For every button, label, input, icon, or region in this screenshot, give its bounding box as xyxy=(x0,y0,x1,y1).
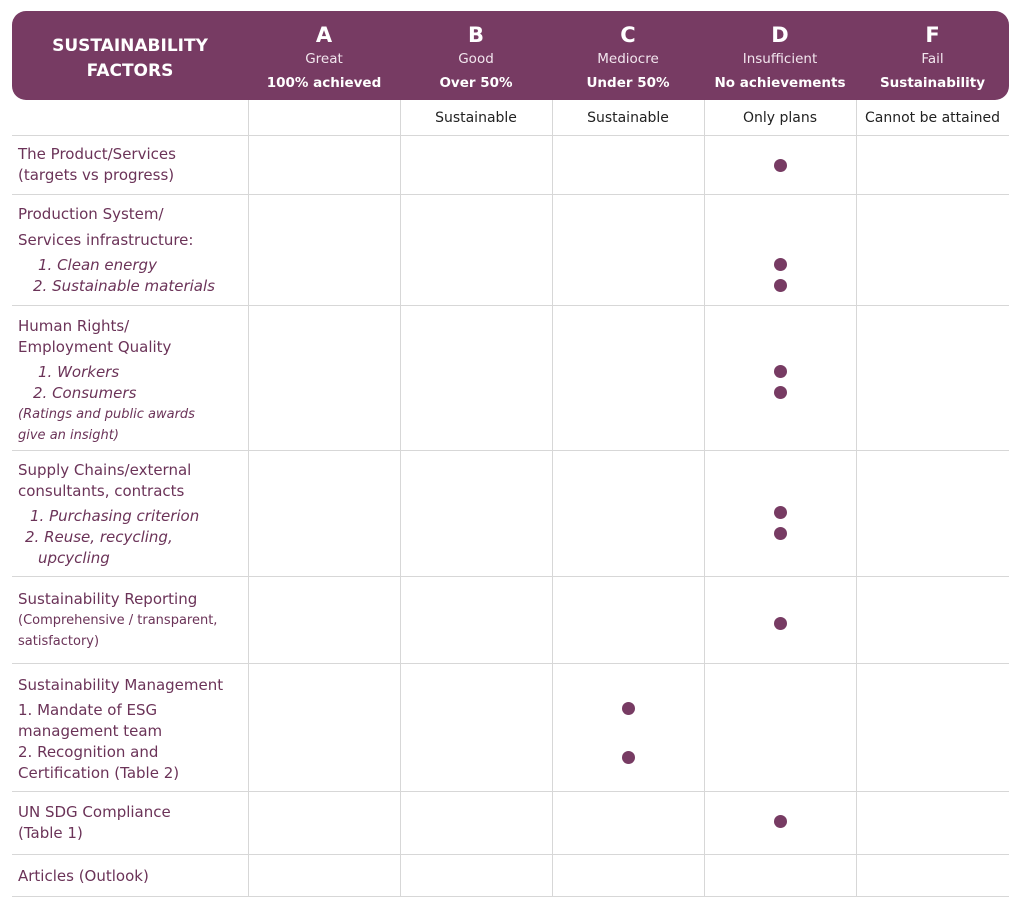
row-divider xyxy=(12,663,1009,664)
factor-line: Human Rights/ xyxy=(18,317,130,335)
factor-line: The Product/Services xyxy=(18,145,176,163)
factor-subitem: 1. Workers xyxy=(38,363,120,381)
subheader-f: Cannot be attained xyxy=(865,110,1000,126)
header-factors xyxy=(12,11,248,100)
factor-note: (Comprehensive / transparent, xyxy=(18,613,218,628)
row-divider xyxy=(12,450,1009,451)
rating-dot-sustainable-materials-d xyxy=(774,279,787,292)
factor-line: management team xyxy=(18,722,163,740)
rating-dot-certification-c xyxy=(622,751,635,764)
header-grade-b xyxy=(400,11,552,100)
factor-subitem: 2. Reuse, recycling, xyxy=(25,528,173,546)
factor-subitem: upcycling xyxy=(38,549,110,567)
rating-dot-consumers-d xyxy=(774,386,787,399)
factor-line: Supply Chains/external xyxy=(18,461,192,479)
factor-sustainability-management xyxy=(18,675,248,784)
factor-line: Production System/ xyxy=(18,205,164,223)
rating-dot-purchasing-d xyxy=(774,506,787,519)
factor-line: consultants, contracts xyxy=(18,482,185,500)
factor-line: (targets vs progress) xyxy=(18,166,175,184)
row-divider xyxy=(12,576,1009,577)
grade-letter: B xyxy=(467,23,484,47)
factor-note: give an insight) xyxy=(18,428,119,443)
factor-line: 1. Mandate of ESG xyxy=(18,701,158,719)
factor-line: Sustainability Management xyxy=(18,676,224,694)
factor-line: Certification (Table 2) xyxy=(18,764,180,782)
row-divider xyxy=(12,135,1009,136)
grade-description: Under 50% xyxy=(586,75,670,91)
factor-subitem: 1. Clean energy xyxy=(38,256,157,274)
grade-name: Great xyxy=(305,51,343,67)
grade-name: Insufficient xyxy=(742,51,818,67)
grade-description: 100% achieved xyxy=(266,75,382,91)
factor-line: UN SDG Compliance xyxy=(18,803,171,821)
factor-supply-chains xyxy=(18,460,248,569)
factor-line: 2. Recognition and xyxy=(18,743,159,761)
row-divider xyxy=(12,791,1009,792)
factor-subitem: 2. Consumers xyxy=(33,384,137,402)
header-grade-c xyxy=(552,11,704,100)
factor-un-sdg-compliance xyxy=(18,802,248,844)
header-grade-d xyxy=(704,11,856,100)
factor-subitem: 1. Purchasing criterion xyxy=(30,507,200,525)
header-factors-line2: FACTORS xyxy=(86,61,174,81)
factor-human-rights xyxy=(18,316,248,446)
grade-letter: F xyxy=(925,23,940,47)
grade-letter: A xyxy=(315,23,333,47)
header-factors-line1: SUSTAINABILITY xyxy=(52,36,208,56)
column-divider xyxy=(248,100,249,897)
factor-line: Employment Quality xyxy=(18,338,172,356)
grade-description: Sustainability xyxy=(879,75,986,91)
grade-description: Over 50% xyxy=(439,75,513,91)
factor-line: Services infrastructure: xyxy=(18,231,194,249)
rating-dot-reporting-d xyxy=(774,617,787,630)
grade-name: Good xyxy=(458,51,494,67)
grade-name: Mediocre xyxy=(597,51,659,67)
rating-dot-esg-mandate-c xyxy=(622,702,635,715)
factor-line: Articles (Outlook) xyxy=(18,867,149,885)
grade-letter: C xyxy=(620,23,636,47)
factor-product-services xyxy=(18,144,248,186)
row-divider xyxy=(12,896,1009,897)
factor-production-system xyxy=(18,204,248,297)
grade-name: Fail xyxy=(921,51,944,67)
column-divider xyxy=(400,100,401,897)
grade-letter: D xyxy=(771,23,789,47)
factor-sustainability-reporting xyxy=(18,589,248,652)
column-divider xyxy=(704,100,705,897)
row-divider xyxy=(12,854,1009,855)
subheader-c: Sustainable xyxy=(587,110,669,126)
row-divider xyxy=(12,194,1009,195)
factor-articles xyxy=(18,866,248,887)
factor-subitem: 2. Sustainable materials xyxy=(33,277,215,295)
column-divider xyxy=(856,100,857,897)
factor-note: satisfactory) xyxy=(18,634,100,649)
row-divider xyxy=(12,305,1009,306)
rating-dot-product-services-d xyxy=(774,159,787,172)
header-grade-f xyxy=(856,11,1009,100)
subheader-d: Only plans xyxy=(742,110,818,126)
factor-line: (Table 1) xyxy=(18,824,83,842)
header-grade-a xyxy=(248,11,400,100)
grade-description: No achievements xyxy=(714,75,846,91)
rating-dot-reuse-recycling-d xyxy=(774,527,787,540)
subheader-b: Sustainable xyxy=(435,110,517,126)
factor-line: Sustainability Reporting xyxy=(18,590,198,608)
column-divider xyxy=(552,100,553,897)
factor-note: (Ratings and public awards xyxy=(18,407,195,422)
rating-dot-workers-d xyxy=(774,365,787,378)
rating-dot-clean-energy-d xyxy=(774,258,787,271)
rating-dot-un-sdg-d xyxy=(774,815,787,828)
